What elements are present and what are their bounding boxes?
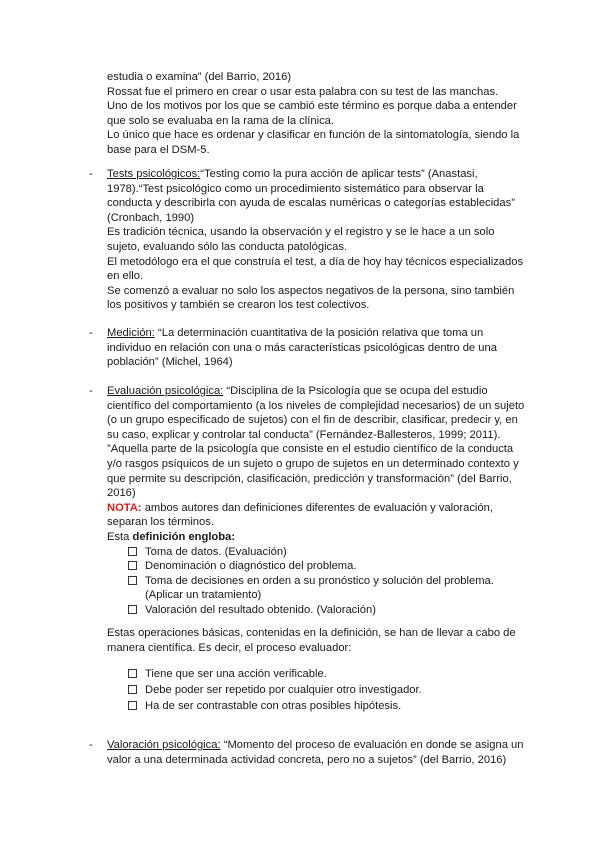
checklist-item: [128, 683, 528, 698]
checklist-item-label: Toma de datos. (Evaluación): [145, 545, 287, 558]
text-line: Uno de los motivos por los que se cambió este término es porque daba a entender: [107, 100, 517, 113]
text-span: Esta: [107, 530, 133, 543]
text-line: sujeto, evaluando sólo las conducta patológicas.: [107, 240, 348, 253]
text-line: 1978).“Test psicológico como un procedimiento sistemático para observar la: [107, 182, 484, 195]
checklist-item: [128, 559, 527, 574]
text-line: Es tradición técnica, usando la observación y el registro y se le hace a un solo: [107, 226, 495, 239]
text-line: estudia o examina” (del Barrio, 2016): [107, 71, 292, 83]
text-line: valor a una determinada actividad concreta, pero no a sujetos” (del Barrio, 2016): [107, 753, 507, 766]
checklist-item-label: Denominación o diagnóstico del problema.: [145, 560, 357, 573]
checkbox-icon[interactable]: [128, 547, 137, 556]
checklist-item-label: Ha de ser contrastable con otras posibles hipótesis.: [145, 700, 402, 713]
term-valoracion-psicologica: Valoración psicológica:: [107, 739, 221, 751]
checklist-item: [128, 574, 527, 603]
text-line: Lo único que hace es ordenar y clasificar en función de la sintomatología, siendo la: [107, 129, 520, 142]
evaluacion-section: [107, 384, 527, 618]
text-line: ”Aquella parte de la psicología que consiste en el estudio científico de la conducta: [107, 443, 514, 456]
text-span: ambos autores dan definiciones diferentes de evaluación y valoración,: [141, 501, 493, 514]
checklist-item-label: Valoración del resultado obtenido. (Valoración): [145, 603, 376, 616]
text-line: que solo se evaluaba en la rama de la clínica.: [107, 114, 335, 127]
text-line: Se comenzó a evaluar no solo los aspectos negativos de la persona, sino también: [107, 284, 515, 297]
checklist-item: [128, 667, 528, 682]
checkbox-icon[interactable]: [128, 669, 137, 678]
checklist-item: [128, 603, 527, 618]
checklist-item: [128, 545, 527, 560]
text-line: El metodólogo era el que construía el test, a día de hoy hay técnicos especializados: [107, 255, 524, 268]
checklist-item: [128, 699, 528, 714]
intro-paragraph: [107, 70, 527, 158]
checkbox-icon[interactable]: [128, 685, 137, 694]
text-line: su caso, explicar y controlar tal conducta” (Fernández-Ballesteros, 1999; 2011).: [107, 428, 501, 441]
tests-section: [107, 167, 527, 313]
nota-label: NOTA:: [107, 501, 142, 514]
checklist-item-label: (Aplicar un tratamiento): [145, 589, 262, 602]
text-span: “Testing como la pura acción de aplicar tests” (Anastasi,: [200, 168, 478, 180]
text-line: población” (Michel, 1964): [107, 356, 233, 369]
checklist-item-label: Toma de decisiones en orden a su pronóstico y solución del problema.: [145, 574, 494, 587]
text-line: [107, 326, 527, 341]
bullet-dash: -: [89, 168, 93, 180]
checkbox-icon[interactable]: [128, 561, 137, 570]
checklist-item-label: Debe poder ser repetido por cualquier otro investigador.: [145, 684, 422, 697]
checklist-item-label: Tiene que ser una acción verificable.: [145, 668, 327, 680]
text-line: en ello.: [107, 270, 144, 283]
text-line: y/o rasgos psíquicos de un sujeto o grupo de sujetos en un determinado contexto y: [107, 457, 519, 470]
text-line: que permite su descripción, clasificación, predicción y transformación” (del Barrio,: [107, 472, 512, 485]
term-medicion: Medición:: [107, 327, 155, 339]
proceso-checklist: [128, 667, 528, 714]
text-line: separan los términos.: [107, 516, 214, 529]
term-evaluacion-psicologica: Evaluación psicológica:: [107, 385, 224, 397]
checkbox-icon[interactable]: [128, 701, 137, 710]
text-span: “La determinación cuantitativa de la posición relativa que toma un: [154, 327, 484, 339]
bullet-dash: -: [89, 385, 93, 397]
text-line: científico del comportamiento (a los niveles de complejidad necesarios) de un sujeto: [107, 399, 525, 412]
checkbox-icon[interactable]: [128, 605, 137, 614]
bullet-dash: -: [89, 739, 93, 751]
valoracion-section: [107, 738, 527, 767]
text-line: (o un grupo especificado de sujetos) con el fin de describir, clasificar, predecir y, en: [107, 414, 518, 427]
text-line: Rossat fue el primero en crear o usar esta palabra con su test de las manchas.: [107, 85, 499, 98]
text-span: “Disciplina de la Psicología que se ocupa del estudio: [223, 385, 488, 397]
term-tests-psicologicos: Tests psicológicos:: [107, 168, 201, 180]
text-line: Estas operaciones básicas, contenidas en la definición, se han de llevar a cabo de: [107, 627, 516, 639]
nota-line: [107, 501, 527, 516]
proceso-checklist-wrap: [128, 667, 528, 714]
engloba-bold: definición engloba:: [132, 530, 236, 543]
text-line: conducta y describirla con ayuda de escalas numéricas o categorías establecidas”: [107, 197, 515, 210]
text-line: manera científica. Es decir, el proceso evaluador:: [107, 641, 352, 654]
text-span: “Momento del proceso de evaluación en donde se asigna un: [220, 739, 524, 751]
checkbox-icon[interactable]: [128, 576, 137, 585]
text-line: 2016): [107, 487, 136, 500]
text-line: (Cronbach, 1990): [107, 211, 195, 224]
text-line: los positivos y también se crearon los test colectivos.: [107, 299, 370, 312]
text-line: base para el DSM-5.: [107, 143, 210, 156]
operaciones-paragraph: [107, 626, 527, 655]
text-line: [107, 384, 527, 399]
text-line: [107, 167, 527, 182]
text-line: individuo en relación con una o más características psicológicas dentro de una: [107, 341, 497, 354]
definition-checklist: [128, 545, 527, 618]
medicion-section: [107, 326, 527, 370]
bullet-dash: -: [89, 327, 93, 339]
engloba-line: [107, 530, 527, 545]
text-line: [107, 738, 527, 753]
